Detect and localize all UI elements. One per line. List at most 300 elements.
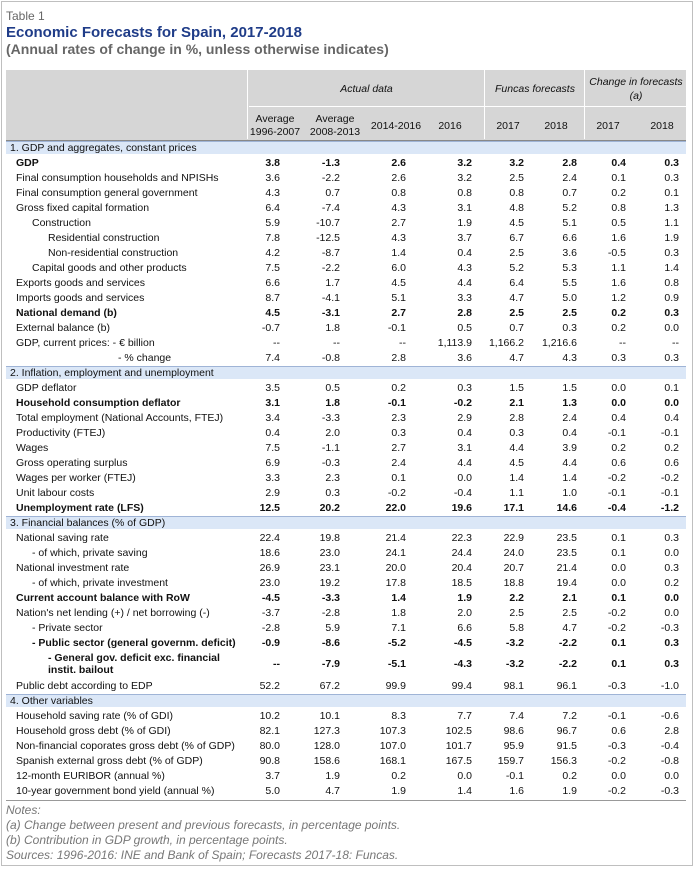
cell-value: -0.1 xyxy=(387,322,406,334)
table-row xyxy=(6,156,686,170)
cell-value: -0.4 xyxy=(607,502,626,514)
cell-value: 3.2 xyxy=(457,157,472,169)
row-label: Wages per worker (FTEJ) xyxy=(16,472,136,484)
cell-value: 0.7 xyxy=(325,187,340,199)
cell-value: 167.5 xyxy=(445,755,472,767)
cell-value: 0.7 xyxy=(562,187,577,199)
cell-value: 19.2 xyxy=(319,577,340,589)
cell-value: 23.1 xyxy=(319,562,340,574)
cell-value: 22.0 xyxy=(385,502,406,514)
cell-value: -2.2 xyxy=(558,637,577,649)
cell-value: 107.0 xyxy=(379,740,406,752)
notes xyxy=(6,803,400,863)
cell-value: 4.4 xyxy=(457,277,472,289)
cell-value: 18.8 xyxy=(503,577,524,589)
header-col8: 2018 xyxy=(650,120,674,132)
cell-value: -1.3 xyxy=(321,157,340,169)
table-row xyxy=(6,396,686,410)
cell-value: 2.2 xyxy=(509,592,524,604)
cell-value: 10.1 xyxy=(319,710,340,722)
cell-value: 1.7 xyxy=(325,277,340,289)
cell-value: 6.9 xyxy=(265,457,280,469)
cell-value: 52.2 xyxy=(259,680,280,692)
cell-value: 1.4 xyxy=(457,785,472,797)
cell-value: -5.2 xyxy=(387,637,406,649)
cell-value: -- xyxy=(619,337,626,349)
cell-value: 1.8 xyxy=(325,322,340,334)
cell-value: 3.3 xyxy=(457,292,472,304)
cell-value: 0.0 xyxy=(457,472,472,484)
table-row xyxy=(6,784,686,798)
cell-value: 4.7 xyxy=(509,352,524,364)
cell-value: 6.6 xyxy=(265,277,280,289)
cell-value: 2.8 xyxy=(562,157,577,169)
cell-value: 2.0 xyxy=(325,427,340,439)
cell-value: 6.6 xyxy=(457,622,472,634)
cell-value: 4.5 xyxy=(509,217,524,229)
cell-value: -0.1 xyxy=(387,397,406,409)
cell-value: 0.0 xyxy=(611,562,626,574)
cell-value: -2.2 xyxy=(321,172,340,184)
cell-value: 7.7 xyxy=(457,710,472,722)
header-col2b: 2008-2013 xyxy=(309,126,361,138)
row-label: National investment rate xyxy=(16,562,130,574)
row-label: Wages xyxy=(16,442,49,454)
cell-value: 0.8 xyxy=(457,187,472,199)
cell-value: 2.4 xyxy=(562,412,577,424)
cell-value: 0.3 xyxy=(664,532,679,544)
row-label-continued: instit. bailout xyxy=(48,664,114,676)
cell-value: 2.8 xyxy=(457,307,472,319)
cell-value: -2.8 xyxy=(261,622,280,634)
row-label: Unemployment rate (LFS) xyxy=(16,502,144,514)
cell-value: 0.1 xyxy=(611,547,626,559)
cell-value: -7.4 xyxy=(321,202,340,214)
cell-value: -- xyxy=(399,337,406,349)
cell-value: 102.5 xyxy=(445,725,472,737)
cell-value: 91.5 xyxy=(556,740,577,752)
cell-value: 0.3 xyxy=(509,427,524,439)
cell-value: 20.4 xyxy=(451,562,472,574)
notes-heading: Notes: xyxy=(6,803,41,817)
cell-value: 0.2 xyxy=(611,322,626,334)
cell-value: 4.7 xyxy=(325,785,340,797)
cell-value: 168.1 xyxy=(379,755,406,767)
cell-value: 2.8 xyxy=(391,352,406,364)
cell-value: 95.9 xyxy=(503,740,524,752)
cell-value: 0.2 xyxy=(611,187,626,199)
cell-value: 1.9 xyxy=(325,770,340,782)
cell-value: 1.6 xyxy=(611,277,626,289)
cell-value: 4.7 xyxy=(509,292,524,304)
cell-value: -0.4 xyxy=(660,740,679,752)
cell-value: -0.2 xyxy=(453,397,472,409)
cell-value: 96.1 xyxy=(556,680,577,692)
cell-value: 0.8 xyxy=(664,277,679,289)
cell-value: 14.6 xyxy=(556,502,577,514)
row-label: Current account balance with RoW xyxy=(16,592,190,604)
cell-value: 20.2 xyxy=(319,502,340,514)
cell-value: 5.1 xyxy=(562,217,577,229)
table-row xyxy=(6,261,686,275)
header-col3: 2014-2016 xyxy=(370,120,422,132)
note-line: Sources: 1996-2016: INE and Bank of Spain; Forecasts 2017-18: Funcas. xyxy=(6,848,399,862)
cell-value: 17.8 xyxy=(385,577,406,589)
row-label: GDP, current prices: - € billion xyxy=(16,337,155,349)
cell-value: 0.0 xyxy=(664,592,679,604)
row-label: Final consumption households and NPISHs xyxy=(16,172,219,184)
table-row xyxy=(6,246,686,260)
row-label: Gross operating surplus xyxy=(16,457,128,469)
cell-value: 0.0 xyxy=(664,547,679,559)
table-row xyxy=(6,411,686,425)
cell-value: 0.2 xyxy=(664,442,679,454)
row-label: Nation's net lending (+) / net borrowing (-) xyxy=(16,607,210,619)
cell-value: 2.1 xyxy=(562,592,577,604)
cell-value: 1.4 xyxy=(562,472,577,484)
cell-value: 0.0 xyxy=(664,322,679,334)
cell-value: 4.3 xyxy=(265,187,280,199)
cell-value: 0.0 xyxy=(611,770,626,782)
cell-value: -5.1 xyxy=(387,658,406,670)
table-row xyxy=(6,679,686,693)
cell-value: 0.0 xyxy=(611,382,626,394)
cell-value: 3.5 xyxy=(265,382,280,394)
cell-value: 1.9 xyxy=(664,232,679,244)
cell-value: 0.8 xyxy=(611,202,626,214)
cell-value: 98.6 xyxy=(503,725,524,737)
table-row xyxy=(6,216,686,230)
cell-value: -12.5 xyxy=(316,232,340,244)
row-label: Household gross debt (% of GDI) xyxy=(16,725,171,737)
cell-value: 1.1 xyxy=(664,217,679,229)
cell-value: 19.4 xyxy=(556,577,577,589)
cell-value: 3.6 xyxy=(457,352,472,364)
cell-value: 0.4 xyxy=(562,427,577,439)
section-header: 3. Financial balances (% of GDP) xyxy=(6,516,686,529)
cell-value: 0.1 xyxy=(664,187,679,199)
cell-value: 2.8 xyxy=(664,725,679,737)
cell-value: 1.4 xyxy=(509,472,524,484)
section-header: 1. GDP and aggregates, constant prices xyxy=(6,141,686,154)
cell-value: 80.0 xyxy=(259,740,280,752)
cell-value: 23.5 xyxy=(556,532,577,544)
row-label: - % change xyxy=(118,352,172,364)
cell-value: 3.1 xyxy=(265,397,280,409)
cell-value: 5.0 xyxy=(265,785,280,797)
cell-value: 1,113.9 xyxy=(437,337,472,349)
table-row xyxy=(6,531,686,545)
cell-value: 0.2 xyxy=(562,770,577,782)
section-header: 4. Other variables xyxy=(6,694,686,707)
cell-value: -- xyxy=(273,658,280,670)
cell-value: 4.3 xyxy=(562,352,577,364)
cell-value: 1.6 xyxy=(611,232,626,244)
cell-value: 22.4 xyxy=(259,532,280,544)
cell-value: -1.1 xyxy=(321,442,340,454)
row-label: Productivity (FTEJ) xyxy=(16,427,106,439)
cell-value: 1,216.6 xyxy=(541,337,577,349)
cell-value: -1.2 xyxy=(660,502,679,514)
cell-value: 4.4 xyxy=(457,457,472,469)
cell-value: 3.6 xyxy=(562,247,577,259)
cell-value: 0.1 xyxy=(664,382,679,394)
cell-value: 3.9 xyxy=(562,442,577,454)
row-label: GDP deflator xyxy=(16,382,77,394)
header-col5: 2017 xyxy=(496,120,520,132)
cell-value: 20.7 xyxy=(503,562,524,574)
cell-value: 158.6 xyxy=(313,755,340,767)
cell-value: -7.9 xyxy=(321,658,340,670)
cell-value: -0.2 xyxy=(607,755,626,767)
cell-value: -0.2 xyxy=(387,487,406,499)
row-label: Total employment (National Accounts, FTEJ) xyxy=(16,412,224,424)
cell-value: 1.9 xyxy=(457,217,472,229)
table-row xyxy=(6,291,686,305)
table-row xyxy=(6,351,686,365)
table-row xyxy=(6,606,686,620)
cell-value: 0.1 xyxy=(611,637,626,649)
cell-value: 1.1 xyxy=(509,487,524,499)
cell-value: 0.3 xyxy=(664,307,679,319)
cell-value: 0.3 xyxy=(611,352,626,364)
cell-value: 22.3 xyxy=(451,532,472,544)
cell-value: 19.6 xyxy=(451,502,472,514)
cell-value: 23.0 xyxy=(259,577,280,589)
cell-value: 2.3 xyxy=(325,472,340,484)
table-row xyxy=(6,769,686,783)
cell-value: 0.1 xyxy=(611,172,626,184)
cell-value: 0.2 xyxy=(391,382,406,394)
cell-value: 96.7 xyxy=(556,725,577,737)
cell-value: 3.8 xyxy=(265,157,280,169)
cell-value: 3.4 xyxy=(265,412,280,424)
cell-value: 21.4 xyxy=(556,562,577,574)
cell-value: 156.3 xyxy=(550,755,577,767)
table-row xyxy=(6,561,686,575)
table-row xyxy=(6,276,686,290)
cell-value: 0.4 xyxy=(457,247,472,259)
cell-value: 0.2 xyxy=(391,770,406,782)
table-row xyxy=(6,186,686,200)
cell-value: 3.1 xyxy=(457,442,472,454)
table-row xyxy=(6,426,686,440)
cell-value: 5.0 xyxy=(562,292,577,304)
cell-value: 17.1 xyxy=(503,502,524,514)
cell-value: -8.6 xyxy=(321,637,340,649)
cell-value: 7.1 xyxy=(391,622,406,634)
cell-value: -0.5 xyxy=(607,247,626,259)
cell-value: 10.2 xyxy=(259,710,280,722)
table-row xyxy=(6,739,686,753)
cell-value: 98.1 xyxy=(503,680,524,692)
cell-value: -10.7 xyxy=(316,217,340,229)
row-label: Gross fixed capital formation xyxy=(16,202,150,214)
cell-value: -3.2 xyxy=(505,637,524,649)
cell-value: -4.3 xyxy=(453,658,472,670)
section-header: 2. Inflation, employment and unemployment xyxy=(6,366,686,379)
cell-value: -2.8 xyxy=(321,607,340,619)
cell-value: 2.9 xyxy=(457,412,472,424)
cell-value: 4.8 xyxy=(509,202,524,214)
cell-value: 2.6 xyxy=(391,172,406,184)
cell-value: -- xyxy=(273,337,280,349)
cell-value: -0.2 xyxy=(607,472,626,484)
table-row xyxy=(6,456,686,470)
cell-value: 0.3 xyxy=(391,427,406,439)
cell-value: 2.4 xyxy=(391,457,406,469)
cell-value: 18.5 xyxy=(451,577,472,589)
header-change-note: (a) xyxy=(629,90,643,102)
cell-value: 1.6 xyxy=(509,785,524,797)
cell-value: 0.8 xyxy=(391,187,406,199)
header-change: Change in forecasts xyxy=(589,76,683,88)
cell-value: -3.3 xyxy=(321,592,340,604)
cell-value: 0.1 xyxy=(611,532,626,544)
row-label: Household saving rate (% of GDI) xyxy=(16,710,173,722)
row-label: Capital goods and other products xyxy=(32,262,187,274)
row-label: National saving rate xyxy=(16,532,109,544)
cell-value: 7.5 xyxy=(265,442,280,454)
cell-value: 2.1 xyxy=(509,397,524,409)
cell-value: -0.8 xyxy=(660,755,679,767)
cell-value: 1.4 xyxy=(391,247,406,259)
cell-value: 22.9 xyxy=(503,532,524,544)
table-row xyxy=(6,231,686,245)
cell-value: 0.4 xyxy=(611,157,626,169)
cell-value: 5.1 xyxy=(391,292,406,304)
cell-value: -0.7 xyxy=(261,322,280,334)
cell-value: -8.7 xyxy=(321,247,340,259)
cell-value: 26.9 xyxy=(259,562,280,574)
cell-value: 0.3 xyxy=(664,658,679,670)
cell-value: 2.6 xyxy=(391,157,406,169)
cell-value: 2.3 xyxy=(391,412,406,424)
cell-value: 5.3 xyxy=(562,262,577,274)
cell-value: 4.5 xyxy=(265,307,280,319)
cell-value: 0.1 xyxy=(611,658,626,670)
note-line: (a) Change between present and previous forecasts, in percentage points. xyxy=(6,818,401,832)
cell-value: 0.3 xyxy=(325,487,340,499)
table-row xyxy=(6,201,686,215)
cell-value: 7.8 xyxy=(265,232,280,244)
table-row xyxy=(6,709,686,723)
table-row xyxy=(6,471,686,485)
cell-value: 1.8 xyxy=(391,607,406,619)
cell-value: -0.1 xyxy=(660,487,679,499)
cell-value: 6.4 xyxy=(509,277,524,289)
cell-value: -2.2 xyxy=(321,262,340,274)
row-label: External balance (b) xyxy=(16,322,110,334)
cell-value: 6.7 xyxy=(509,232,524,244)
cell-value: -0.3 xyxy=(321,457,340,469)
cell-value: 0.0 xyxy=(611,397,626,409)
cell-value: 12.5 xyxy=(259,502,280,514)
cell-value: 1.4 xyxy=(391,592,406,604)
cell-value: 2.8 xyxy=(509,412,524,424)
cell-value: 1,166.2 xyxy=(488,337,524,349)
cell-value: 1.2 xyxy=(611,292,626,304)
cell-value: 6.4 xyxy=(265,202,280,214)
cell-value: -0.1 xyxy=(505,770,524,782)
cell-value: 20.0 xyxy=(385,562,406,574)
cell-value: 23.0 xyxy=(319,547,340,559)
cell-value: 2.5 xyxy=(509,172,524,184)
cell-value: -0.3 xyxy=(607,680,626,692)
cell-value: -3.7 xyxy=(261,607,280,619)
cell-value: 2.7 xyxy=(391,442,406,454)
row-label: Residential construction xyxy=(48,232,160,244)
row-label: - Public sector (general governm. deficit) xyxy=(32,637,236,649)
cell-value: 4.7 xyxy=(562,622,577,634)
header-col6: 2018 xyxy=(544,120,568,132)
cell-value: 7.4 xyxy=(265,352,280,364)
cell-value: 82.1 xyxy=(259,725,280,737)
cell-value: 0.3 xyxy=(664,247,679,259)
cell-value: 127.3 xyxy=(313,725,340,737)
cell-value: -3.1 xyxy=(321,307,340,319)
row-label: Spanish external gross debt (% of GDP) xyxy=(16,755,203,767)
cell-value: 3.1 xyxy=(457,202,472,214)
cell-value: 1.3 xyxy=(664,202,679,214)
cell-value: -0.1 xyxy=(660,427,679,439)
table-row xyxy=(6,621,686,635)
cell-value: 0.3 xyxy=(664,637,679,649)
cell-value: 3.6 xyxy=(265,172,280,184)
cell-value: 21.4 xyxy=(385,532,406,544)
table-row xyxy=(6,636,686,650)
cell-value: 6.0 xyxy=(391,262,406,274)
cell-value: 1.9 xyxy=(391,785,406,797)
cell-value: 2.5 xyxy=(562,307,577,319)
cell-value: 0.2 xyxy=(664,577,679,589)
cell-value: -0.1 xyxy=(607,487,626,499)
cell-value: 7.4 xyxy=(509,710,524,722)
cell-value: 0.8 xyxy=(509,187,524,199)
cell-value: 2.5 xyxy=(562,607,577,619)
header-col2a: Average xyxy=(315,113,355,125)
cell-value: 0.0 xyxy=(664,770,679,782)
row-label: - General gov. deficit exc. financial xyxy=(48,652,220,664)
header-funcas: Funcas forecasts xyxy=(495,83,575,95)
cell-value: 0.3 xyxy=(562,322,577,334)
cell-value: 0.3 xyxy=(457,382,472,394)
cell-value: 8.7 xyxy=(265,292,280,304)
cell-value: 2.5 xyxy=(509,607,524,619)
cell-value: 0.5 xyxy=(325,382,340,394)
cell-value: -3.3 xyxy=(321,412,340,424)
cell-value: 0.7 xyxy=(509,322,524,334)
table-row xyxy=(6,171,686,185)
cell-value: -0.4 xyxy=(453,487,472,499)
cell-value: -- xyxy=(672,337,679,349)
cell-value: 6.6 xyxy=(562,232,577,244)
cell-value: 4.3 xyxy=(457,262,472,274)
row-label: Final consumption general government xyxy=(16,187,198,199)
cell-value: 7.2 xyxy=(562,710,577,722)
cell-value: 8.3 xyxy=(391,710,406,722)
table-subtitle: (Annual rates of change in %, unless otherwise indicates) xyxy=(6,41,389,57)
row-label: - Private sector xyxy=(32,622,103,634)
cell-value: 1.9 xyxy=(562,785,577,797)
cell-value: 0.4 xyxy=(265,427,280,439)
table-header xyxy=(6,70,686,141)
table-label: Table 1 xyxy=(6,9,45,23)
cell-value: 3.7 xyxy=(265,770,280,782)
cell-value: 0.0 xyxy=(664,397,679,409)
cell-value: -0.1 xyxy=(607,710,626,722)
cell-value: 2.5 xyxy=(509,247,524,259)
